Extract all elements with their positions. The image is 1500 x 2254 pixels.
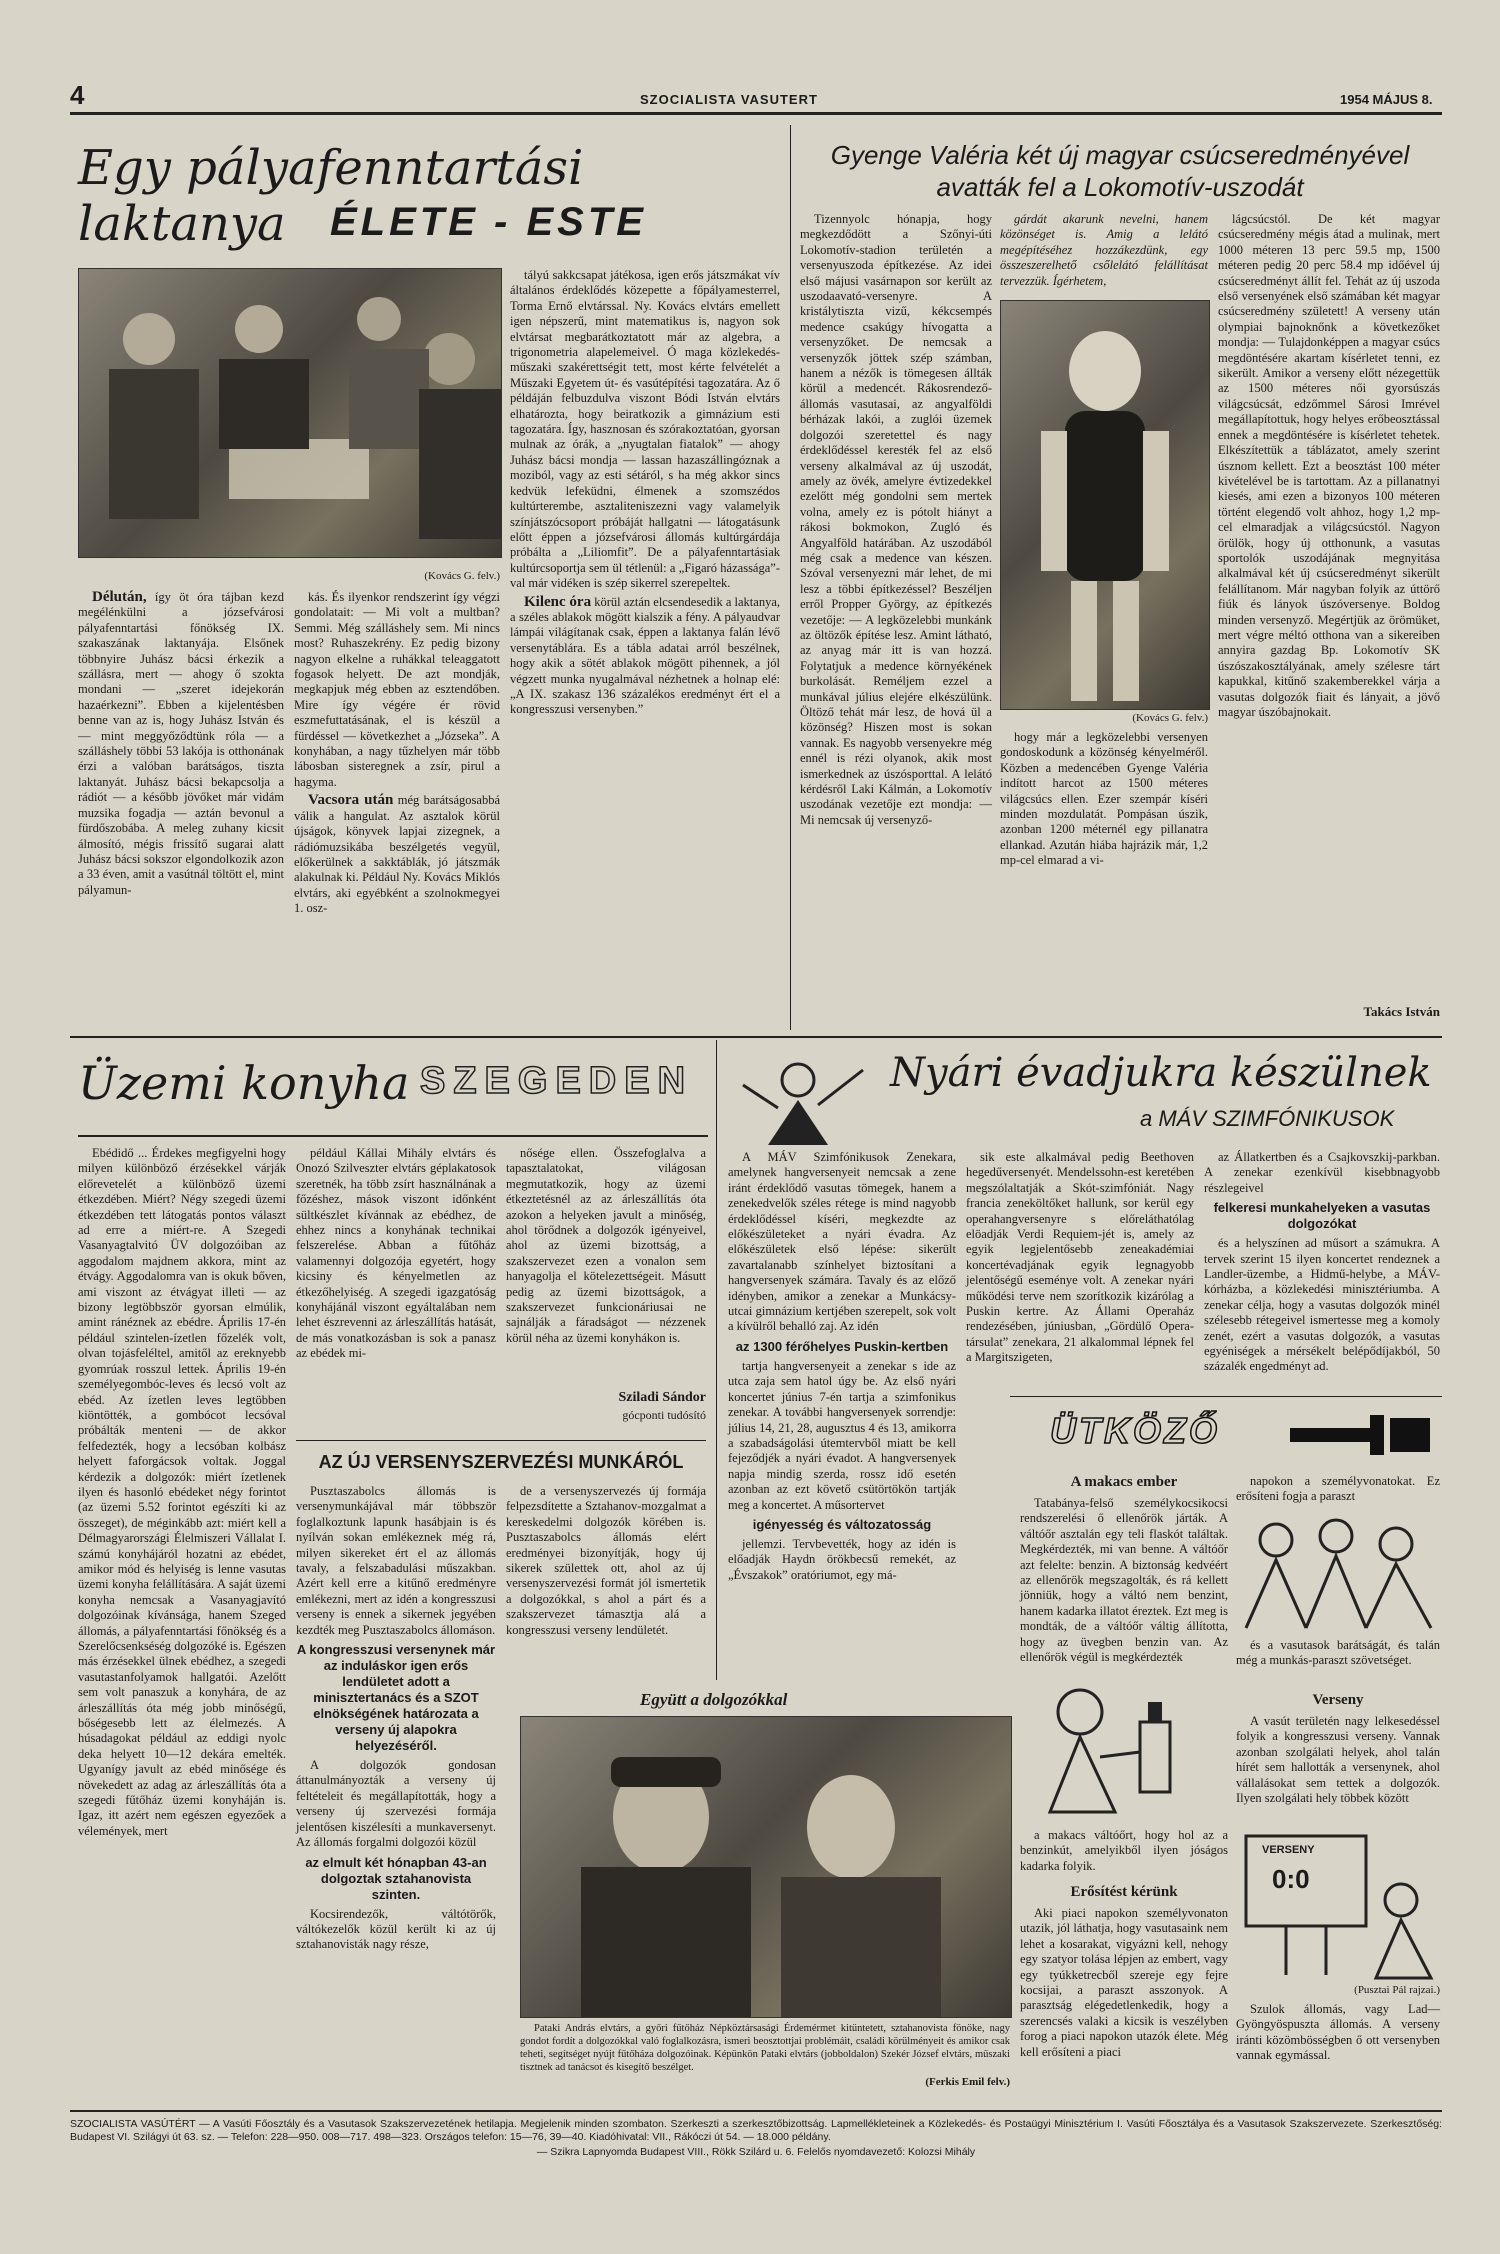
colophon-rule bbox=[70, 2110, 1442, 2112]
photo-feature-credit: (Ferkis Emil felv.) bbox=[925, 2076, 1010, 2088]
cartoon-crowd-art bbox=[1236, 1510, 1440, 1630]
chess-players-photo bbox=[78, 268, 502, 558]
article4-highlight-1: A kongresszusi versenynek már az induláskor igen erős lendületet adott a minisztertanács és a SZOT elnökségének határozata a verseny új alapokra helyezéséről. bbox=[296, 1642, 496, 1754]
utkozo-item3c-text: Szulok állomás, vagy Lad—Gyöngyöspuszta állomás. A verseny iránti közömbösségben ő ott versenyben vannak egymással. bbox=[1236, 2002, 1440, 2063]
article3-text-1: Ebédidő ... Érdekes megfigyelni hogy milyen különböző érzésekkel várják előrevetelét a különböző üzemi étkezdében. Miért? Négy szegedi üzemi étkezdében tett látogatás pontos választ ad erre a miért-re. A Szegedi Vasanyagtalvitó ÜV dolgozóiban az aggodalom majdnem akkora, mint az étvágy. Aggodalomra van is okuk bőven, ami viszont az étvágyat illeti — az bizony legtöbbször gyorsan elmúlik, amint ránéznek az ebédre. Április 17-én például szintelen-ízetlen főzelék volt, olvan tojásfeléltel, amitől az ereknyebb gyomrúak rosszul lettek. Április 19-én személyegombóc-leves és lecsó volt az ebéd. Az ízetlen leves legtöbben kiöntötték, a gombócot lecsóval próbálták menteni — de akkor felfedezték, hogy a lecsóban kolbász helyett faforgácsok voltak. Joggal kérdezik a dolgozók: miért ízetlenek ilyen és hasonló ebédeket négy forintot (az üzemi 5.52 forintot egészíti ki az összeget), de méginkább azt: miért kell a Délmagyarországi Élelmiszeri Vállalat I. számú konyhájáról hozatni az ebédet, amikor mód és helyiség is lenne vasutas üzemi konyha felállítására. A saját üzemi konyha nemcsak a Vasanyagjavító dolgozóinak kívánsága, hanem Szeged állomás, a pályafenntartási főnökség és a Szerelőcsenkséség dolgozóké is. Egészen más érzésekkel ülnek ebédhez, a szegedi vasutastanfolyamok hallgatói. Azelőtt sem volt panaszuk a konyhára, de az árleszállítás óta még jobb minőségű, bőségesebb lett az élelmezés. A húsadagokat például az eddigi nyolc deka helyett 10—12 dekára emelték. Ugyanígy javult az ebéd minősége és növekedett az adag az árleszállítás óta a szegedi fűtőház üzemi konyháján is. Igaz, itt azért nem egészen egyezőek a vélemények, mert bbox=[78, 1146, 286, 1838]
article2-title-line1: Gyenge Valéria két új magyar csúcseredményével bbox=[830, 140, 1410, 170]
article3-text-3: nősége ellen. Összefoglalva a tapasztalatokat, világosan megmutatkozik, hogy az üzemi étkeztetésnél az az árleszállítás óta azokon a helyeken javult a minőség, ahol törődnek a dolgozók igényeivel, ahol az üzemi bizottság, a szakszervezet ezen a vonalon sem hanyagolja el kötelezettségeit. Másutt pedig az üzemi bizottságok, a szakszervezet funkcionáriusai ne sajnálják a fáradságot — nézzenek körül néha az üzemi konyhákon is. bbox=[506, 1146, 706, 1345]
article2-byline: Takács István bbox=[1363, 1004, 1440, 1019]
article1-column-3 bbox=[510, 268, 780, 1022]
article3-byline-role: gócponti tudósító bbox=[622, 1408, 706, 1422]
utkozo-header: ÜTKÖZŐ bbox=[1050, 1410, 1220, 1451]
article4-text-1c: Kocsirendezők, váltótörők, váltókezelők közül került ki az új sztahanovisták nagy része, bbox=[296, 1906, 496, 1952]
photo-feature-heading: Együtt a dolgozókkal bbox=[640, 1690, 788, 1709]
article2-column-1 bbox=[800, 212, 992, 1024]
photo-feature-caption bbox=[520, 2022, 1010, 2080]
utkozo-item1-title: A makacs ember bbox=[1070, 1474, 1178, 1490]
article1-text-1: így öt óra tájban kezd megélénkülni a józsefvárosi pályafenntartási főnökség IX. szakaszának laktanyája. Elsőnek többnyire Juhász bácsi érkezik a szállásra, mert — ahogy ő szokta mondani — „szeret idejekorán hazaérkezni”. Ebben a kijelentésben benne van az is, hogy Juhász István és — mint meggyőződtünk róla — a szálláshely többi 53 lakója is otthonának érzi a valóban barátságos, tiszta laktanyát. Juhász bácsi bekapcsolja a rádiót — a később jövőket már vidám muzsika fogadja — aztán bevonul a fürdőszobába. A meleg zuhany kicsit álmosító, mégis frissítő sugarai alatt Juhász bácsi sokszor elgondolkozik azon a 33 éven, amit a vasútnál töltött el, mint pályamun- bbox=[78, 590, 285, 897]
article1-lead-1: Délután, bbox=[92, 589, 147, 605]
utkozo-item3-text: A vasút területén nagy lelkesedéssel folyik a kongresszusi verseny. Vannak azonban szolgálati helyek, ahol talán hírét sem hallották a versenynek, ahol vállalásokat sem tettek a dolgozók. Ilyen szolgálati hely többek között bbox=[1236, 1714, 1440, 1806]
article1-lead-3: Kilenc óra bbox=[524, 593, 592, 610]
article5-column-2 bbox=[966, 1150, 1194, 1390]
article2-text-1: Tizennyolc hónapja, hogy megkezdődött a Szőnyi-úti Lokomotív-stadion területén a versenyuszoda építkezése. Az idei első májusi vasárnapon sor került az uszodaavató-versenyre. A kristálytiszta vizű, kékcsempés medence csakúgy hívogatta a versenyzőket. De nemcsak a versenyzők jöttek szép számban, hanem a nézők is tömegesen állták körül a medencét. Rákosrendező-állomás vasutasai, az angyalföldi bérházak lakói, a zuglói üzemek dolgozói szeretettel és nagy érdeklődéssel keresték fel az első verseny alkalmával az új uszodát, amely az övék, amelyre évtizedekkel ezelőtt még gondolni sem mertek volna, amely ez is pótolt hiányt a rákosi bokmokon, Zugló és Angyalföld határában. Az uszodából még csak a medence van készen. Szóval versenyezni már lehet, de mi lesz a többi építkezéssel? Beszéljen erről Propper György, az építkezés vezetője: — A legközelebbi munkánk az öltözők építése lesz. Amint látható, az anyag már itt is van hozzá. Folytatjuk a medence környékének burkolását. Reméljem ezzel a munkával július elejére elkészülünk. Öltöző tehát már lesz, de hová ül a közönség? Hiszen most is sokan vannak. Es nagyobb versenyekre még ennél is rézi olyanok, akik most ismerkednek az úszósporttal. A lelátó kérdésről Laki Kálmán, a Lokomotív uszodának vezetője ezt mondja: — Mi nemcsak új versenyző- bbox=[800, 212, 992, 827]
conductor-cartoon bbox=[728, 1050, 878, 1150]
article3-title-rule bbox=[78, 1135, 708, 1137]
article1-photo-caption: (Kovács G. felv.) bbox=[424, 570, 500, 582]
article4-text-1b: A dolgozók gondosan áttanulmányozták a verseny új feltételeit és megállapították, hogy a verseny új szervezési formája jelentősen kiszélesíti a munkaversenyt. Az állomás forgalmi dolgozói közül bbox=[296, 1758, 496, 1850]
photo-feature-caption-text: Pataki András elvtárs, a győri fűtőház Népköztársasági Érdemérmet kitüntetett, sztahanovista fönöke, nagy gondot fordít a dolgozókkal való foglalkozásra, ismeri beosztottjai problémáit, családi körülményeit és amikor csak teheti, segítséget nyújt fűtőháza dolgozóinak. Képünkön Pataki elvtárs (jobboldalon) Szekér József elvtárs, műszaki tisztnek ad tanácsot és kisegítő beszélget. bbox=[520, 2023, 1010, 2073]
page-number: 4 bbox=[70, 80, 85, 110]
article2-column-3 bbox=[1218, 212, 1440, 1002]
article1-title-caps: ÉLETE - ESTE bbox=[330, 200, 647, 244]
article1-text-2b: még barátságosabbá válik a hangulat. Az asztalok körül újságok, könyvek lapjai zizegnek, a rádiómuzsikába beszélgetés vegyül, előkerülnek a sakktáblák, jó játszmák alakulnak ki. Például Ny. Kovács Miklós elvtárs, aki egyébként a szolnokmegyei 1. osz- bbox=[294, 793, 500, 916]
article5-text-1: A MÁV Szimfónikusok Zenekara, amelynek hangversenyeit nemcsak a zene iránt érdeklődő vasutas tömegek, hanem a zenekedvelők széles rétege is mind nagyobb érdeklődéssel kíséri, megkezdte az előkészületeket a nyári évadra. Az előkészületek első lépése: sikerült zavartalanabb színhelyet biztosítani a hangversenyek számára. Tavaly és az előző idényben, amikor a zenekar a Munkácsy-utcai gimnázium kertjében szerepelt, sok volt a kívülről behalló zaj. Az idén bbox=[728, 1150, 956, 1334]
article5-text-3: az Állatkertben és a Csajkovszkij-parkban. A zenekar ezenkívül kisebbnagyobb részlegeivel bbox=[1204, 1150, 1440, 1195]
article4-text-1: Pusztaszabolcs állomás is versenymunkájával már többször foglalkoztunk lapunk hasábjain is és nyílván sokan emlékeznek még rá, milyen sikereket ért el az állomás tavaly, a felszabadulási műszakban. Azért kell erre a kitűnő eredményre emlékezni, mert az idén a kongresszusi verseny is ennek a sikernek jegyében kezdték meg Pusztaszabolcs állomáson. bbox=[296, 1484, 496, 1637]
colophon-line2: — Szikra Lapnyomda Budapest VIII., Rökk Szilárd u. 6. Felelős nyomdavezető: Kolozsi Mihály bbox=[536, 2146, 976, 2158]
utkozo-cartoon-credit: (Pusztai Pál rajzai.) bbox=[1354, 1984, 1440, 1996]
utkozo-col2b-text: és a vasutasok barátságát, és talán még a munkás-paraszt szövetséget. bbox=[1236, 1638, 1440, 1668]
article4-text-2: de a versenyszervezés új formája felpezsdítette a Sztahanov-mozgalmat a kereskedelmi dolgozók körében is. Pusztaszabolcs állomás elért eredményei bizonyítják, hogy új sikerek születtek ott, ahol az új versenyszervezési formát jól ismertetik a dolgozókkal, s ahol a párt és a szakszervezet támasztja alá a kongresszusi verseny lendületét. bbox=[506, 1484, 706, 1637]
vertical-divider-bottom bbox=[716, 1040, 717, 1680]
article5-text-1b: tartja hangversenyeit a zenekar s ide az utca zaja sem hatol úgy be. Az első nyári koncertet június 7-én tartja a szimfonikus zenekar. A további hangversenyek sorrendje: július 14, 21, 28, augusztus 4 és 13, amikorra a szabadságolási útemtervből miatt be kell fejeződjék a nyári évadot. A hangversenyek napja mindig szerda, rossz idő esetén azonban az ezt követő csütörtökön tartják meg a koncertet. A műsortervet bbox=[728, 1358, 956, 1512]
article1-column-2 bbox=[294, 590, 500, 1022]
article5-text-3b: és a helyszínen ad műsort a számukra. A tervek szerint 15 ilyen koncertet rendeznek a Landler-üzembe, a Hidmű-helybe, a MÁV-kórházba, a közlekedési minisztériumba. A zenekar célja, hogy a vasutas dolgozók minél szélesebb rétegeivel ismertesse meg a komoly zenét, ezért a vasutas dolgozók, a vasutas egyéniségek a mérsékelt belépődíjakból, 50 százalék engedményt ad. bbox=[1204, 1236, 1440, 1374]
article1-text-3: tályú sakkcsapat játékosa, igen erős játszmákat vív általános érdeklődés közepette a főpályamesterrel, Torma Ernő elvtárssal. Ny. Kovács elvtárs emellett igen népszerű, mint matematikus is, nagyon sok elvtársat megbarátkoztatott már az algebra, a trigonometria alapelemeivel. Ó maga közlekedés-műszaki szakérettségit tett, most kérte felvételét a Műszaki Egyetem út- és vasútépítési tagozatára. Az ő példáján felbuzdulva viszont Bódi István elvtárs elhatározta, hogy beiratkozik a gimnázium esti tagozatára. Így, hasznosan és szórakoztatóan, gyorsan mulnak az órák, a „nyugtalan fiatalok” — ahogy Juhász bácsi mondja — lassan hazaszállingóznak a moziból, vagy az esti sétáról, s ha még akkor sincs kedvük lefeküdni, élmenek a szomszédos kultúrterembe, asztaliteniszezni vagy valamelyik színjátszócsoport próbáját hallgatni — látogatásunk előtt éppen a józsefvárosi állomás kultúrgárdája próbálta a „Liliomfit”. De a pályafenntartásiak kultúrcsoportja sem ül tétlenül: a „Figaró házassága”-val már vidéken is szép sikerrel szerepeltek. bbox=[510, 268, 780, 591]
article3-column-3 bbox=[506, 1146, 706, 1386]
article5-column-3 bbox=[1204, 1150, 1440, 1390]
utkozo-item3b bbox=[1236, 2002, 1440, 2086]
utkozo-item1-text: Tatabánya-felső személykocsikocsi rendszerelési ő ellenőrök járták. A váltóőr asztalán egy teli flaskót találtak. Megkérdezték, mi van benne. A váltóőr azt felelte: benzin. A biztonság kedvéért az ellenőrök megszagolták, és rá kellett jönniük, hogy a váltó nem benzint, hanem kadarka illatot éreztek. Ezt meg is mondták, de a váltóőr váltig állította, hogy az üvegben benzin van. Az ellenőrök végül is megkérdezték bbox=[1020, 1496, 1228, 1665]
article3-title-caps: SZEGEDEN bbox=[420, 1060, 694, 1102]
utkozo-column-2b bbox=[1236, 1638, 1440, 1686]
article3-text-2: például Kállai Mihály elvtárs és Onozó Szilveszter elvtárs géplakatosok szeretnék, ha több zsírt használnának a főzéshez, mások viszont időnként sültkészlet kívánnak az ebédhez, de ehhez nincs a konyhának technikai felszerelése. Abban a fűtőház valamennyi dolgozója egyetért, hogy kicsiny és kényelmetlen az étkezőhelyiség. A szegedi igazgatóság konyhájánál viszont egyáltalában nem lehet észrevenni az árleszállítás hatását, de más vonatkozásban is sok a panasz az ebédek mi- bbox=[296, 1146, 496, 1361]
article5-title-sub: a MÁV SZIMFÓNIKUSOK bbox=[1140, 1106, 1395, 1131]
article5-highlight-1: az 1300 férőhelyes Puskin-kertben bbox=[735, 1338, 949, 1354]
chess-photo-art bbox=[79, 269, 501, 557]
article1-column-1 bbox=[78, 590, 284, 1022]
article1-text-3b: körül aztán elcsendesedik a laktanya, a széles ablakok mögött kialszik a fény. A pályaudvar lámpái világítanak csak, éppen a laktanya falán lévő versenytáblára. Es a tábla adatai arról beszélnek, hogy akik a sötét ablakok mögött pihennek, a jól végzett munka nyugalmával nézhetnek a holnap elé: „A IX. szakasz 136 százalékos eredményt ért el a kongresszusi versenyben.” bbox=[510, 594, 781, 717]
conductor-cartoon-art bbox=[728, 1050, 878, 1150]
buffer-icon-art bbox=[1290, 1410, 1430, 1460]
buffer-icon bbox=[1290, 1410, 1430, 1460]
utkozo-item3-title: Verseny bbox=[1312, 1692, 1364, 1708]
article2-text-3: lágcsúcstól. De két magyar csúcseredmény mégis átad a mulinak, mert 1000 méteren 13 perc 59.5 mp, 1500 méteren pedig 20 perc 58.4 mp időével új csúcseredményt állít fel. Tehát az új uszoda első versenyének első számában két magyar csúcseredmény született! A verseny után olympiai bajnoknőnk a következőket mondja: — Tulajdonképpen a magyar csúcs megdöntésére akartam kísérletet tenni, ez sikerült. Amikor a verseny előtt nézegettük az 1500 méteres női gyorsúszás világcsúcsát, edzőmmel Sárosi Imrével megállapítottuk, hogy helyes erőbeosztással ennek a megdöntésére is kísérletet tehetek. Elkészítettük a táblázatot, amely szerint úsznom kellett. Ezt a beosztást 100 méter kivételével be is tartottam. Az a pillanatnyi kiesés, ami ezen a bizonyos 100 méteren történt elegendő volt ahhoz, hogy 1,2 mp-cel elmaradjak a világcsúcstól. Nagyon örülök, hogy új otthonunk, a vasutas sportolók uszodájának megnyitása alkalmával két új csúcseredményt sikerült felállítanom. Már nagyban folyik az úttörő fiúk és lányok úszóversenye. Boldog minden versenyző. Megértjük az örömüket, mert végre méltó otthona van a sikereiben annyira gazdag Bp. Lokomotív SK úszószakosztályának, amely szélesre tárt kapukkal, kitűnő szakemberekkel várja a vasutas dolgozók fiait és lányait, a jövő magyar úszóbajnokait. bbox=[1218, 212, 1440, 719]
article5-highlight-3: felkeresi munkahelyeken a vasutas dolgozókat bbox=[1213, 1200, 1431, 1232]
utkozo-item2-title: Erősítést kérünk bbox=[1070, 1884, 1178, 1900]
article2-column-2-top bbox=[1000, 212, 1208, 298]
utkozo-item2 bbox=[1020, 1906, 1228, 2086]
utkozo-item2-text: Aki piaci napokon személyvonaton utazik, jól láthatja, hogy vasutasaink nem lehet a kosarakat, vigyázni kell, nehogy egy szatyor tolása lépjen az embert, vagy egy tyúkketrecből szereje egy fejre kocsijai, a paraszt asszonyok. A parasztság elégedetlenkedik, hogy a szerencsés valaki a kicsik is veszélyben forog a piaci napokon utazók élete. Még kell erősíteni a piaci bbox=[1020, 1906, 1228, 2059]
horizontal-divider-mid bbox=[70, 1036, 1442, 1038]
article3-column-2 bbox=[296, 1146, 496, 1436]
issue-date: 1954 MÁJUS 8. bbox=[1340, 92, 1433, 107]
utkozo-column-2-top bbox=[1236, 1474, 1440, 1506]
article5-title-script: Nyári évadjukra készülnek bbox=[890, 1050, 1432, 1096]
paper-name: SZOCIALISTA VASUTERT bbox=[640, 92, 818, 107]
article5-text-2: sik este alkalmával pedig Beethoven hegedűversenyét. Mendelssohn-est keretében megszólaltatják a Skót-szimfóniát. Nagy francia zeneköltőket hallunk, sor kerül egy operahangversenyre s előreláthatólag elöadják Verdi Requiem-jét is, amely az egyik legjelentősebb zeneakadémiai koncertévadjának egyik legnagyobb jelentőségű eseménye volt. A zenekar nyári működési terve nem szorítkozik kizárólag a Puskin kertre. Az Állami Operaház rendezésében, júniusban, „Gördülő Opera-társulat” zenekara, 21 alkalommal lépnek fel a Margitszigeten, bbox=[966, 1150, 1194, 1365]
utkozo-col2-top-text: napokon a személyvonatokat. Ez erősíteni fogja a paraszt bbox=[1236, 1474, 1440, 1504]
workers-photo bbox=[520, 1716, 1012, 2018]
swimmer-photo bbox=[1000, 300, 1210, 710]
article3-title-script: Üzemi konyha bbox=[78, 1056, 410, 1110]
colophon-line1: SZOCIALISTA VASÚTÉRT — A Vasúti Főosztály és a Vasutasok Szakszervezetének hetilapja. Megjelenik minden szombaton. Szerkeszti a szerkesztőbizottság. Lapmellékleteinek a Közlekedés- és Postaügyi Minisztérium I. Vasúti Főosztálya és a Vasutasok Szakszervezete. Szerkesztőség: Budapest VI. Szilágyi út 63. sz. — Telefon: 228—950. 008—717. 498—323. Országos telefon: 15—76, 39—40. Kiadóhivatal: VII., Rákóczi út 54. — 18.000 példány. bbox=[70, 2118, 1442, 2143]
article2-text-2: hogy már a legközelebbi versenyen gondoskodunk a közönség kényelméről. Közben a medencében Gyenge Valéria indított harcot az 1500 méteres világcsúcs ellen. Ezer szempár kíséri minden mozdulatát. Pompásan úszik, azonban 1200 méternél egy pillanatra ellankad. Azután hiába hajrázik már, 1,2 mp-cel elmarad a vi- bbox=[1000, 730, 1208, 868]
article5-text-1c: jellemzi. Tervbevették, hogy az idén is előadják Haydn örökbecsű remekét, az „Évszakok” oratóriumot, egy má- bbox=[728, 1536, 956, 1582]
scoreboard-label: VERSENY bbox=[1262, 1844, 1315, 1856]
masthead-rule bbox=[70, 112, 1442, 115]
article1-title-script: Egy pályafenntartási laktanya bbox=[78, 140, 584, 252]
utkozo-item1 bbox=[1020, 1496, 1228, 1665]
article4-highlight-2: az elmult két hónapban 43-an dolgoztak sztahanovista szinten. bbox=[305, 1854, 487, 1902]
cartoon-crowd bbox=[1236, 1510, 1440, 1630]
article1-text-2: kás. És ilyenkor rendszerint így végzi gondolatait: — Mi volt a multban? Semmi. Még szálláshely sem. Mi nincs most? Ruhaszekrény. Ez pedig bizony nagyon elkelne a ruhákkal teleaggatott fogasok helyett. De azt mondják, megkapjuk még ebben az esztendőben. Mire így végére ér rövid eszmefuttatásának, el is készül a fürdéssel — következhet a „Józseka”. A konyhában, a nagy tűzhelyen már több lábosban sisteregnek a zsír, pirul a hagyma. bbox=[294, 590, 500, 789]
article5-column-1 bbox=[728, 1150, 956, 1698]
article2-column-2 bbox=[1000, 730, 1208, 1024]
article4-top-rule bbox=[296, 1440, 706, 1441]
utkozo-item3 bbox=[1236, 1714, 1440, 1824]
vertical-divider-top bbox=[790, 125, 791, 1030]
article1-lead-2: Vacsora után bbox=[308, 792, 394, 809]
article4-title: AZ ÚJ VERSENYSZERVEZÉSI MUNKÁRÓL bbox=[318, 1452, 684, 1472]
article3-column-1 bbox=[78, 1146, 286, 2092]
scoreboard-score: 0:0 bbox=[1272, 1864, 1310, 1894]
cartoon-bottle bbox=[1020, 1662, 1228, 1822]
article2-text-2-top: gárdát akarunk nevelni, hanem közönséget is. Amig a lelátó megépítéséhez hozzákezdünk, egy összeszerelhető csőlelátó felállításat tervezzük. Ígérhetem, bbox=[1000, 212, 1208, 288]
article3-byline: Sziladi Sándor bbox=[618, 1390, 706, 1405]
workers-photo-art bbox=[521, 1717, 1011, 2017]
cartoon-bottle-art bbox=[1020, 1662, 1228, 1822]
article2-photo-caption: (Kovács G. felv.) bbox=[1132, 712, 1208, 724]
utkozo-item1b bbox=[1020, 1828, 1228, 1876]
article5-highlight-2: igényesség és változatosság bbox=[752, 1516, 932, 1532]
article4-column-2 bbox=[506, 1484, 706, 1674]
swimmer-photo-art bbox=[1001, 301, 1209, 709]
article4-column-1 bbox=[296, 1484, 496, 2074]
utkozo-item1b-text: a makacs váltóőrt, hogy hol az a benzinkút, amelyikből ilyen jóságos kadarka folyik. bbox=[1020, 1828, 1228, 1873]
article2-title-line2: avatták fel a Lokomotív-uszodát bbox=[936, 172, 1304, 202]
